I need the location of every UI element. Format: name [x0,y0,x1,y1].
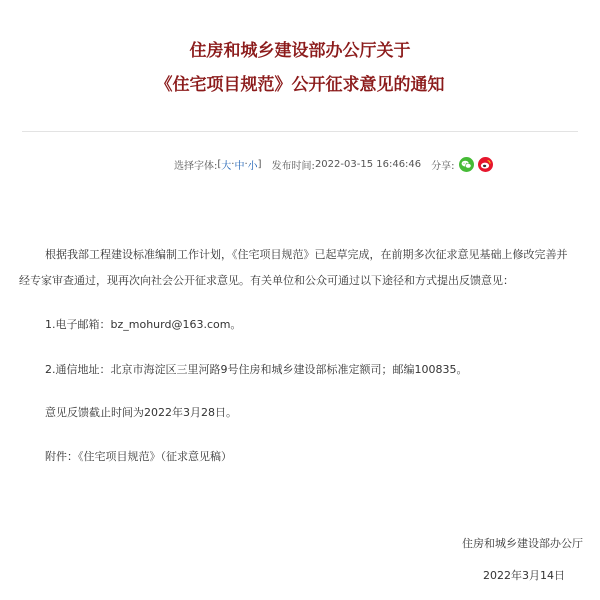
notice-intro-paragraph: 根据我部工程建设标准编制工作计划，《住宅项目规范》已起草完成，在前期多次征求意见基础上修改完善并经专家审查通过，现再次向社会公开征求意见。有关单位和公众可通过以下途径和方式提出反馈意见： [19,248,568,287]
signature-organization: 住房和城乡建设部办公厅 [462,537,583,550]
page-title-line1: 住房和城乡建设部办公厅关于 [189,41,411,61]
page-title-line2: 《住宅项目规范》公开征求意见的通知 [155,75,445,95]
share-label: 分享: [431,160,455,172]
font-size-medium-link[interactable]: 中 [234,160,245,172]
publish-time-value: 2022-03-15 16:46:46 [314,158,422,170]
font-separator: · [244,158,248,170]
title-divider [22,131,578,132]
feedback-deadline-line: 意见反馈截止时间为2022年3月28日。 [45,406,237,419]
font-bracket-close: ] [257,158,262,170]
font-select-label: 选择字体: [174,160,218,172]
font-bracket-open: [ [217,158,222,170]
feedback-email-line: 1.电子邮箱：bz_mohurd@163.com。 [45,318,242,331]
feedback-address-line: 2.通信地址：北京市海淀区三里河路9号住房和城乡建设部标准定额司；邮编100835。 [45,363,468,376]
signature-date: 2022年3月14日 [483,569,565,582]
font-size-small-link[interactable]: 小 [247,160,258,172]
attachment-line: 附件：《住宅项目规范》（征求意见稿） [45,450,232,463]
font-size-large-link[interactable]: 大 [221,160,232,172]
publish-time-label: 发布时间: [271,160,315,172]
article-meta-bar [174,154,493,174]
wechat-icon[interactable] [459,157,474,172]
weibo-icon[interactable] [478,157,493,172]
font-separator: · [231,158,235,170]
